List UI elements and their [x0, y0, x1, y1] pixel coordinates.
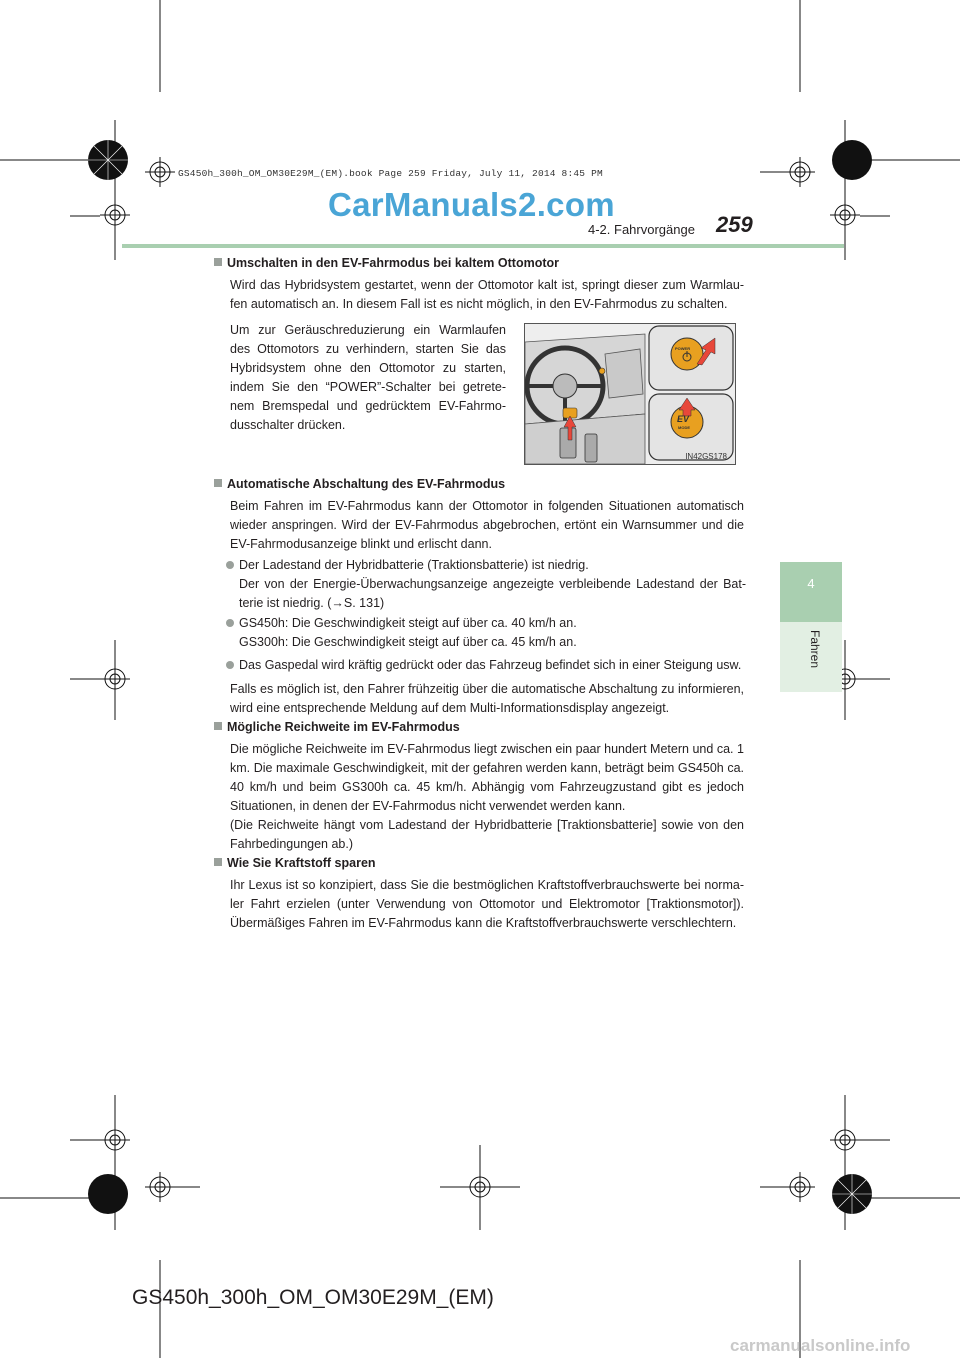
header-rule: [122, 244, 844, 248]
chapter-label: Fahren: [808, 630, 822, 669]
bullet-icon: [226, 661, 234, 669]
ev-switch-label: EV: [677, 414, 690, 424]
paragraph: Um zur Geräuschreduzierung ein Warmlaufen des Ottomotors zu verhindern, starten Sie das Hybridsystem ohne den Ottomotor zu starten, indem Sie den “POWER”-Schalter bei getrete-nem Bremspedal und gedrücktem EV-Fahrmo-dusschalter drücken.: [230, 323, 506, 432]
square-bullet-icon: [214, 258, 222, 266]
paragraph: Ihr Lexus ist so konzipiert, dass Sie die bestmöglichen Kraftstoffverbrauchswerte bei norma-ler Fahrt erzielen (unter Verwendung von Ottomotor und Elektromotor [Traktionsmotor]). Übermäßiges Fahren im EV-Fahrmodus kann die Kraftstoffverbrauchswerte verschlechtern.: [230, 878, 744, 930]
paragraph: Die mögliche Reichweite im EV-Fahrmodus liegt zwischen ein paar hundert Metern und ca. 1 km. Die maximale Geschwindigkeit, mit der gefahren werden kann, beträgt beim GS450h ca. 40 km/h und beim GS300h ca. 45 km/h. Abhängig vom Fahrzeugzustand gibt es jedoch Situationen, in denen der EV-Fahrmodus nicht verwendet werden kann.: [230, 742, 744, 813]
section-heading: Wie Sie Kraftstoff sparen: [214, 856, 376, 870]
power-switch-label: POWER: [675, 346, 691, 351]
list-item: [226, 556, 746, 613]
chapter-number: 4: [807, 576, 815, 591]
watermark-logo: CarManuals2.com: [328, 186, 615, 223]
figure-code: IN42GS178: [685, 452, 727, 461]
dashboard-figure: [524, 323, 736, 465]
list-item-line: GS300h: Die Geschwindigkeit steigt auf über ca. 45 km/h an.: [239, 635, 577, 649]
list-item-line: Das Gaspedal wird kräftig gedrückt oder das Fahrzeug befindet sich in einer Steigung usw.: [239, 658, 742, 672]
list-item: [226, 614, 746, 652]
square-bullet-icon: [214, 722, 222, 730]
square-bullet-icon: [214, 479, 222, 487]
chapter-tab: [780, 562, 842, 622]
paragraph: Wird das Hybridsystem gestartet, wenn der Ottomotor kalt ist, springt dieser zum Warmlau-fen automatisch an. In diesem Fall ist es nicht möglich, in den EV-Fahrmodus zu schalten.: [230, 278, 744, 311]
section-heading: Automatische Abschaltung des EV-Fahrmodus: [214, 477, 505, 491]
square-bullet-icon: [214, 858, 222, 866]
paragraph: (Die Reichweite hängt vom Ladestand der Hybridbatterie [Traktionsbatterie] sowie von den Fahrbedingungen ab.): [230, 818, 744, 851]
paragraph: Beim Fahren im EV-Fahrmodus kann der Ottomotor in folgenden Situationen automatisch wieder anspringen. Wird der EV-Fahrmodus abgebrochen, ertönt ein Warnsummer und die EV-Fahrmodusanzeige blinkt und erlischt dann.: [230, 499, 744, 551]
list-item-line: Der von der Energie-Überwachungsanzeige angezeigte verbleibende Ladestand der Bat-terie ist niedrig. (→S. 131): [239, 577, 746, 610]
list-item-line: Der Ladestand der Hybridbatterie (Traktionsbatterie) ist niedrig.: [239, 558, 589, 572]
bullet-icon: [226, 561, 234, 569]
bullet-icon: [226, 619, 234, 627]
section-heading: Umschalten in den EV-Fahrmodus bei kaltem Ottomotor: [214, 256, 559, 270]
list-item: [226, 656, 746, 675]
book-info-line: GS450h_300h_OM_OM30E29M_(EM).book Page 259 Friday, July 11, 2014 8:45 PM: [178, 168, 603, 179]
ev-mode-label: MODE: [678, 425, 690, 430]
list-item-line: GS450h: Die Geschwindigkeit steigt auf über ca. 40 km/h an.: [239, 616, 577, 630]
paragraph: Falls es möglich ist, den Fahrer frühzeitig über die automatische Abschaltung zu informieren, wird eine entsprechende Meldung auf dem Multi-Informationsdisplay angezeigt.: [230, 682, 744, 715]
section-title: 4-2. Fahrvorgänge: [588, 222, 695, 237]
corner-watermark: carmanualsonline.info: [730, 1336, 911, 1355]
section-heading: Mögliche Reichweite im EV-Fahrmodus: [214, 720, 460, 734]
footer-code: GS450h_300h_OM_OM30E29M_(EM): [132, 1286, 494, 1309]
dashboard-illustration: [525, 324, 735, 464]
page-number: 259: [716, 212, 753, 237]
